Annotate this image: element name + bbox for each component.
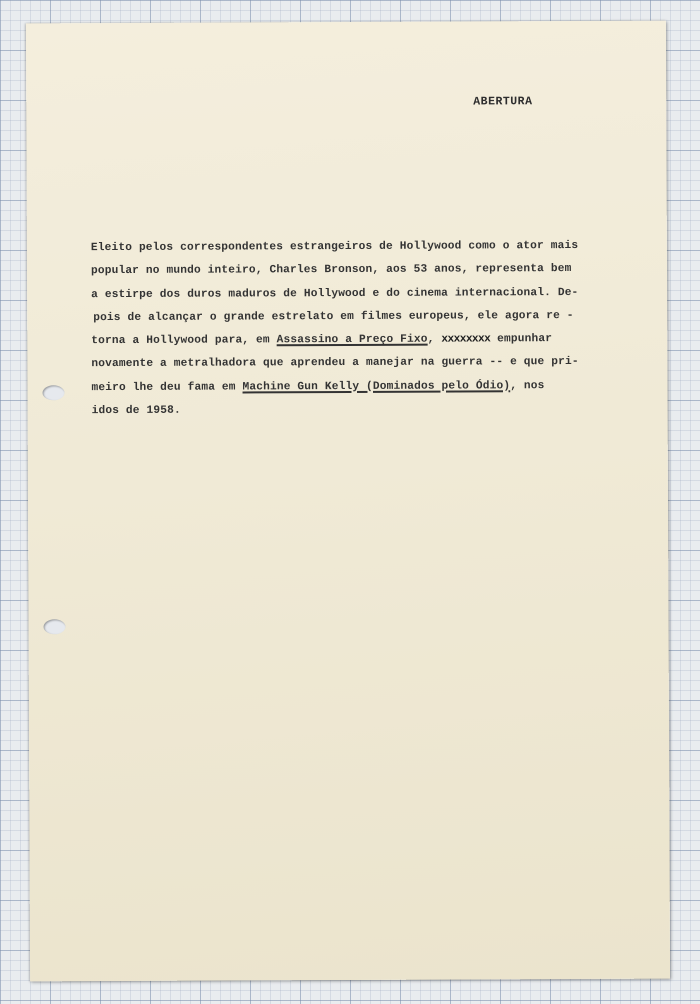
text-line — [91, 328, 651, 354]
typed-page — [26, 21, 670, 982]
text-line: Eleito pelos correspondentes estrangeiros de Hollywood como o ator mais — [90, 239, 579, 255]
film-title-underlined: Machine Gun Kelly (Dominados pelo Ódio) — [242, 380, 511, 394]
film-title-underlined: Assassino a Preço Fixo — [276, 333, 428, 347]
text-fragment: meiro lhe deu fama em — [91, 381, 243, 394]
text-line: pois de alcançar o grande estrelato em filmes europeus, ele agora re - — [93, 309, 574, 325]
text-fragment: , — [427, 333, 442, 346]
text-fragment: torna a Hollywood para, em — [91, 334, 277, 348]
punch-hole — [44, 619, 66, 634]
struck-out-text: xxxxxxxx — [441, 333, 491, 346]
text-line: novamente a metralhadora que aprendeu a manejar na guerra -- e que pri- — [91, 356, 579, 371]
body-paragraph — [91, 235, 652, 424]
text-fragment: empunhar — [490, 333, 553, 346]
page-heading: ABERTURA — [473, 95, 533, 109]
text-line: popular no mundo inteiro, Charles Bronson, aos 53 anos, representa bem — [90, 263, 572, 278]
text-line: a estirpe dos duros maduros de Hollywood e do cinema internacional. De- — [91, 286, 579, 301]
punch-hole — [42, 385, 64, 400]
text-fragment: , nos — [510, 379, 545, 393]
text-line: idos de 1958. — [91, 404, 181, 418]
text-line — [91, 374, 651, 400]
